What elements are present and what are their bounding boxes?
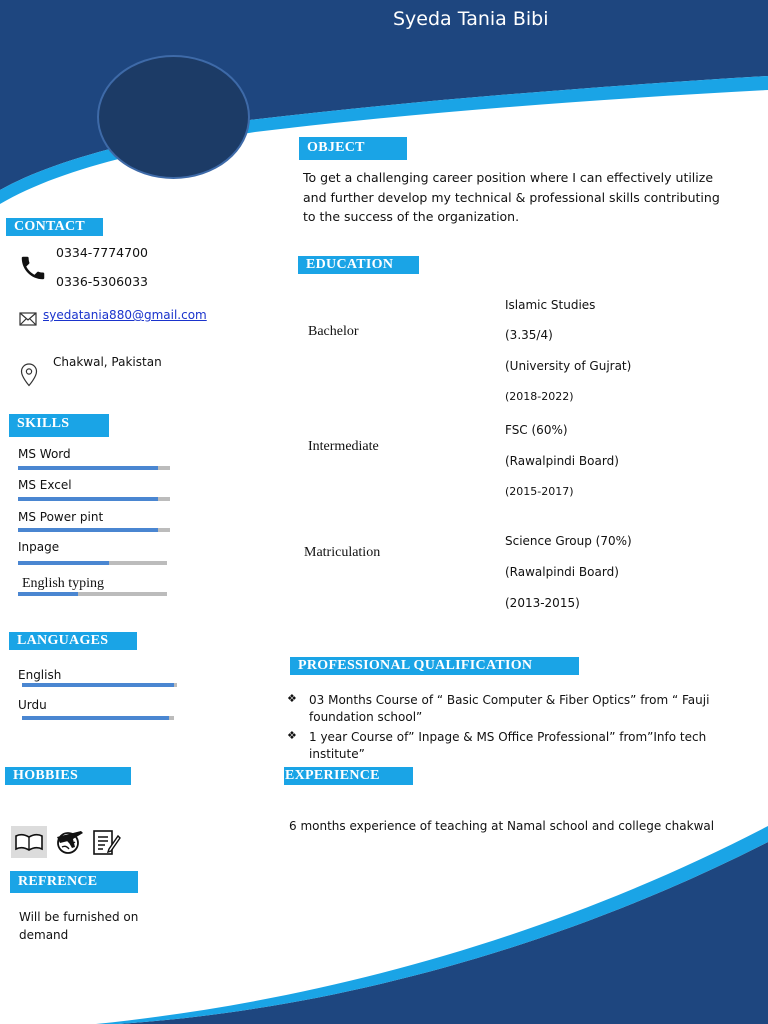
bachelor-grade: (3.35/4): [505, 328, 553, 342]
skill-bar-fill: [18, 528, 158, 532]
email-link[interactable]: syedatania880@gmail.com: [43, 308, 207, 322]
address-text: Chakwal, Pakistan: [53, 355, 162, 369]
bottom-navy-wave: [118, 842, 768, 1024]
language-label: Urdu: [18, 698, 47, 712]
skill-bar-track: [18, 466, 170, 470]
experience-text: 6 months experience of teaching at Namal school and college chakwal: [289, 819, 715, 833]
education-level-matriculation: Matriculation: [304, 545, 381, 560]
bachelor-subject: Islamic Studies: [505, 298, 596, 312]
contact-heading: CONTACT: [6, 218, 103, 236]
writing-icon: [89, 826, 123, 858]
bullet-diamond-icon: ❖: [287, 693, 297, 705]
skill-bar-track: [18, 561, 167, 565]
candidate-name: Syeda Tania Bibi: [393, 8, 549, 30]
skill-label: MS Word: [18, 447, 71, 461]
mail-icon: [19, 311, 37, 327]
phone-number-1: 0334-7774700: [56, 245, 148, 260]
skills-heading: SKILLS: [9, 414, 109, 437]
education-level-bachelor: Bachelor: [308, 324, 359, 339]
bachelor-institution: (University of Gujrat): [505, 359, 632, 373]
book-icon: [11, 826, 47, 858]
bullet-diamond-icon: ❖: [287, 730, 297, 742]
skill-bar-track: [18, 497, 170, 501]
skill-bar-track: [18, 592, 167, 596]
languages-heading: LANGUAGES: [9, 632, 137, 650]
phone-icon: [18, 252, 48, 284]
airplane-globe-icon: [52, 826, 86, 858]
skill-label: Inpage: [18, 540, 60, 554]
location-pin-icon: [20, 363, 38, 387]
phone-number-2: 0336-5306033: [56, 274, 148, 289]
bachelor-years: (2018-2022): [505, 390, 574, 403]
matriculation-institution: (Rawalpindi Board): [505, 565, 619, 579]
intermediate-years: (2015-2017): [505, 485, 574, 498]
education-heading: EDUCATION: [298, 256, 419, 274]
language-bar-track: [22, 716, 174, 720]
hobbies-heading: HOBBIES: [5, 767, 131, 785]
object-text: To get a challenging career position where I can effectively utilize and further develop my technical & professional skills contributing to the success of the organization.: [303, 170, 720, 224]
education-level-intermediate: Intermediate: [308, 439, 379, 454]
skill-bar-track: [18, 528, 170, 532]
matriculation-subject: Science Group (70%): [505, 534, 632, 548]
refrence-heading: REFRENCE: [10, 871, 138, 893]
language-bar-fill: [22, 716, 169, 720]
skill-bar-fill: [18, 466, 158, 470]
qualification-item: [287, 692, 765, 726]
language-bar-fill: [22, 683, 174, 687]
intermediate-subject: FSC (60%): [505, 423, 568, 437]
qualification-list: [287, 692, 765, 763]
matriculation-years: (2013-2015): [505, 596, 580, 610]
skill-label: MS Power pint: [18, 510, 104, 524]
language-label: English: [18, 668, 62, 682]
qualification-item: [287, 729, 765, 763]
refrence-text: Will be furnished on demand: [19, 910, 139, 942]
intermediate-institution: (Rawalpindi Board): [505, 454, 619, 468]
skill-label: English typing: [22, 576, 105, 591]
profile-photo: [97, 55, 250, 179]
professional-qualification-heading: PROFESSIONAL QUALIFICATION: [290, 657, 579, 675]
skill-label: MS Excel: [18, 478, 72, 492]
qualification-text: 1 year Course of” Inpage & MS Office Professional” from”Info tech institute”: [309, 730, 707, 761]
experience-heading: EXPERIENCE: [284, 767, 413, 785]
language-bar-track: [22, 683, 177, 687]
qualification-text: 03 Months Course of “ Basic Computer & Fiber Optics” from “ Fauji foundation school”: [309, 693, 710, 724]
skill-bar-fill: [18, 561, 109, 565]
skill-bar-fill: [18, 497, 158, 501]
skill-bar-fill: [18, 592, 78, 596]
object-heading: OBJECT: [299, 137, 407, 160]
